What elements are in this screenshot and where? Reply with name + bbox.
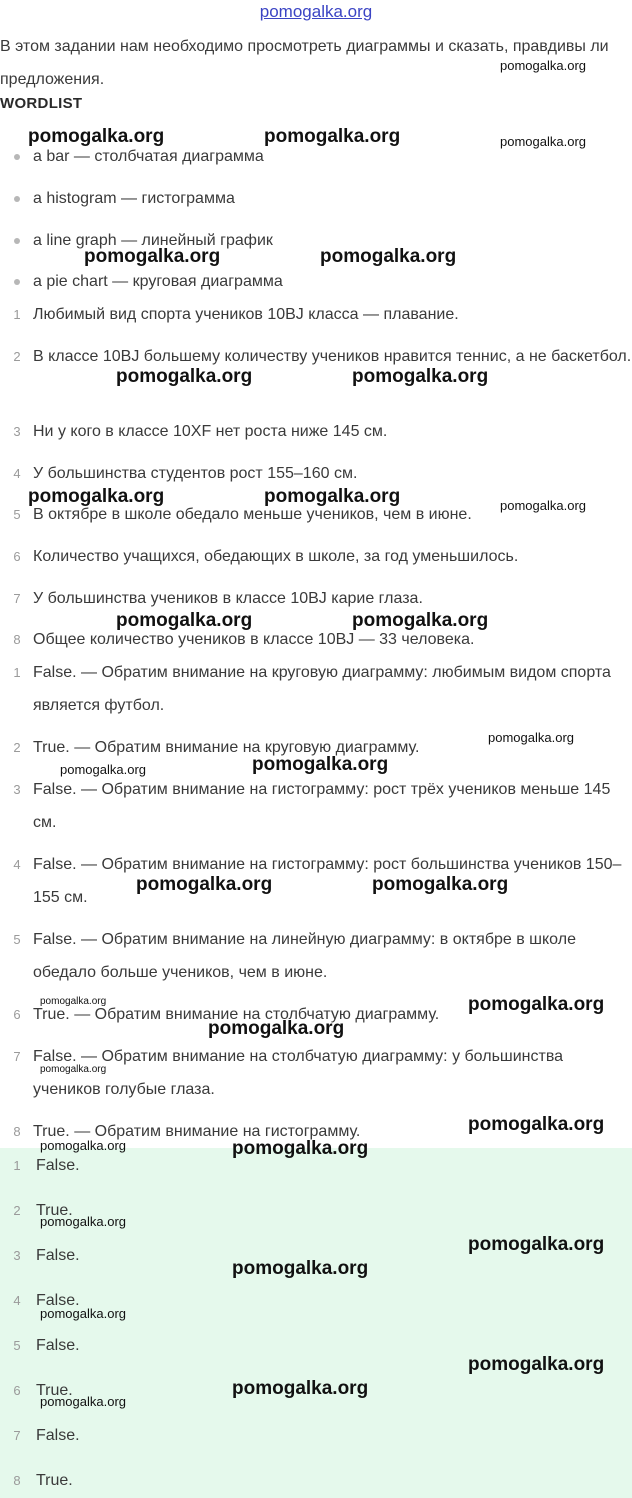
watermark: pomogalka.org <box>40 1214 126 1229</box>
bullet-icon <box>14 154 20 160</box>
answers-panel <box>0 1148 632 1498</box>
explanation-text: True. — Обратим внимание на гистограмму. <box>33 1123 361 1140</box>
watermark: pomogalka.org <box>232 1258 369 1279</box>
watermark: pomogalka.org <box>252 754 389 775</box>
item-number: 8 <box>13 1473 21 1488</box>
statement-item <box>0 540 632 573</box>
watermark: pomogalka.org <box>468 1354 605 1375</box>
item-number: 5 <box>13 507 21 522</box>
explanation-item <box>0 773 632 839</box>
wordlist-title: WORDLIST <box>0 95 83 112</box>
answer-text: False. <box>36 1427 80 1444</box>
answer-text: True. <box>36 1472 73 1489</box>
statement-text: Ни у кого в классе 10XF нет роста ниже 145 см. <box>33 423 388 440</box>
item-number: 6 <box>13 549 21 564</box>
explanation-text: False. — Обратим внимание на гистограмму: рост большинства учеников 150–155 см. <box>33 856 622 906</box>
item-number: 5 <box>13 932 21 947</box>
statement-item <box>0 623 632 656</box>
watermark: pomogalka.org <box>208 1018 345 1039</box>
site-header-link[interactable]: pomogalka.org <box>259 2 373 21</box>
watermark: pomogalka.org <box>40 1064 107 1075</box>
item-number: 7 <box>13 591 21 606</box>
statement-text: У большинства студентов рост 155–160 см. <box>33 465 358 482</box>
watermark: pomogalka.org <box>264 486 401 507</box>
statement-text: Любимый вид спорта учеников 10BJ класса — плавание. <box>33 306 459 323</box>
watermark: pomogalka.org <box>40 1306 126 1321</box>
statement-text: Общее количество учеников в классе 10BJ — 33 человека. <box>33 631 475 648</box>
item-number: 3 <box>13 1248 21 1263</box>
explanation-text: False. — Обратим внимание на гистограмму: рост трёх учеников меньше 145 см. <box>33 781 611 831</box>
statement-item <box>0 298 632 331</box>
explanation-text: False. — Обратим внимание на круговую диаграмму: любимым видом спорта является футбол. <box>33 664 611 714</box>
watermark: pomogalka.org <box>116 610 253 631</box>
explanation-item <box>0 848 632 914</box>
statement-item <box>0 340 632 373</box>
watermark: pomogalka.org <box>232 1378 369 1399</box>
explanation-item <box>0 656 632 722</box>
bullet-icon <box>14 238 20 244</box>
watermark: pomogalka.org <box>136 874 273 895</box>
watermark: pomogalka.org <box>488 730 574 745</box>
watermark: pomogalka.org <box>60 762 146 777</box>
watermark: pomogalka.org <box>232 1138 369 1159</box>
watermark: pomogalka.org <box>28 486 165 507</box>
wordlist-item-text: a histogram — гистограмма <box>33 190 235 207</box>
item-number: 3 <box>13 782 21 797</box>
wordlist-item-text: a pie chart — круговая диаграмма <box>33 273 283 290</box>
watermark: pomogalka.org <box>84 246 221 267</box>
watermark: pomogalka.org <box>264 126 401 147</box>
watermark: pomogalka.org <box>500 134 586 149</box>
watermark: pomogalka.org <box>468 994 605 1015</box>
answer-item <box>0 1419 632 1452</box>
watermark: pomogalka.org <box>28 126 165 147</box>
item-number: 8 <box>13 1124 21 1139</box>
item-number: 1 <box>13 307 21 322</box>
item-number: 7 <box>13 1428 21 1443</box>
answer-text: False. <box>36 1247 80 1264</box>
explanation-item <box>0 923 632 989</box>
item-number: 2 <box>13 740 21 755</box>
wordlist-item-text: a bar — столбчатая диаграмма <box>33 148 264 165</box>
item-number: 2 <box>13 1203 21 1218</box>
watermark: pomogalka.org <box>40 1138 126 1153</box>
watermark: pomogalka.org <box>352 366 489 387</box>
watermark: pomogalka.org <box>40 996 107 1007</box>
answer-text: False. <box>36 1157 80 1174</box>
item-number: 1 <box>13 1158 21 1173</box>
bullet-icon <box>14 196 20 202</box>
item-number: 7 <box>13 1049 21 1064</box>
watermark: pomogalka.org <box>500 58 586 73</box>
watermark: pomogalka.org <box>352 610 489 631</box>
wordlist-item <box>0 182 632 215</box>
watermark: pomogalka.org <box>116 366 253 387</box>
explanation-text: True. — Обратим внимание на столбчатую диаграмму. <box>33 1006 440 1023</box>
item-number: 6 <box>13 1007 21 1022</box>
item-number: 1 <box>13 665 21 680</box>
statement-text: У большинства учеников в классе 10BJ карие глаза. <box>33 590 423 607</box>
watermark: pomogalka.org <box>468 1114 605 1135</box>
statement-item <box>0 415 632 448</box>
statement-text: В октябре в школе обедало меньше учеников, чем в июне. <box>33 506 472 523</box>
answer-item <box>0 1464 632 1497</box>
explanation-text: True. — Обратим внимание на круговую диаграмму. <box>33 739 420 756</box>
answer-text: False. <box>36 1292 80 1309</box>
answer-text: True. <box>36 1382 73 1399</box>
wordlist-item-text: a line graph — линейный график <box>33 232 273 249</box>
watermark: pomogalka.org <box>468 1234 605 1255</box>
watermark: pomogalka.org <box>40 1394 126 1409</box>
answer-text: True. <box>36 1202 73 1219</box>
item-number: 4 <box>13 857 21 872</box>
item-number: 4 <box>13 466 21 481</box>
intro-text: В этом задании нам необходимо просмотреть диаграммы и сказать, правдивы ли предложения. <box>0 38 609 88</box>
explanation-text: False. — Обратим внимание на столбчатую диаграмму: у большинства учеников голубые глаза. <box>33 1048 564 1098</box>
explanation-text: False. — Обратим внимание на линейную диаграмму: в октябре в школе обедало больше учеников, чем в июне. <box>33 931 576 981</box>
watermark: pomogalka.org <box>320 246 457 267</box>
wordlist-item <box>0 265 632 298</box>
item-number: 6 <box>13 1383 21 1398</box>
watermark: pomogalka.org <box>500 498 586 513</box>
item-number: 3 <box>13 424 21 439</box>
item-number: 2 <box>13 349 21 364</box>
statement-text: В классе 10BJ большему количеству учеников нравится теннис, а не баскетбол. <box>33 348 632 365</box>
item-number: 8 <box>13 632 21 647</box>
bullet-icon <box>14 279 20 285</box>
item-number: 4 <box>13 1293 21 1308</box>
item-number: 5 <box>13 1338 21 1353</box>
statement-text: Количество учащихся, обедающих в школе, за год уменьшилось. <box>33 548 519 565</box>
statement-item <box>0 582 632 615</box>
answer-text: False. <box>36 1337 80 1354</box>
watermark: pomogalka.org <box>372 874 509 895</box>
